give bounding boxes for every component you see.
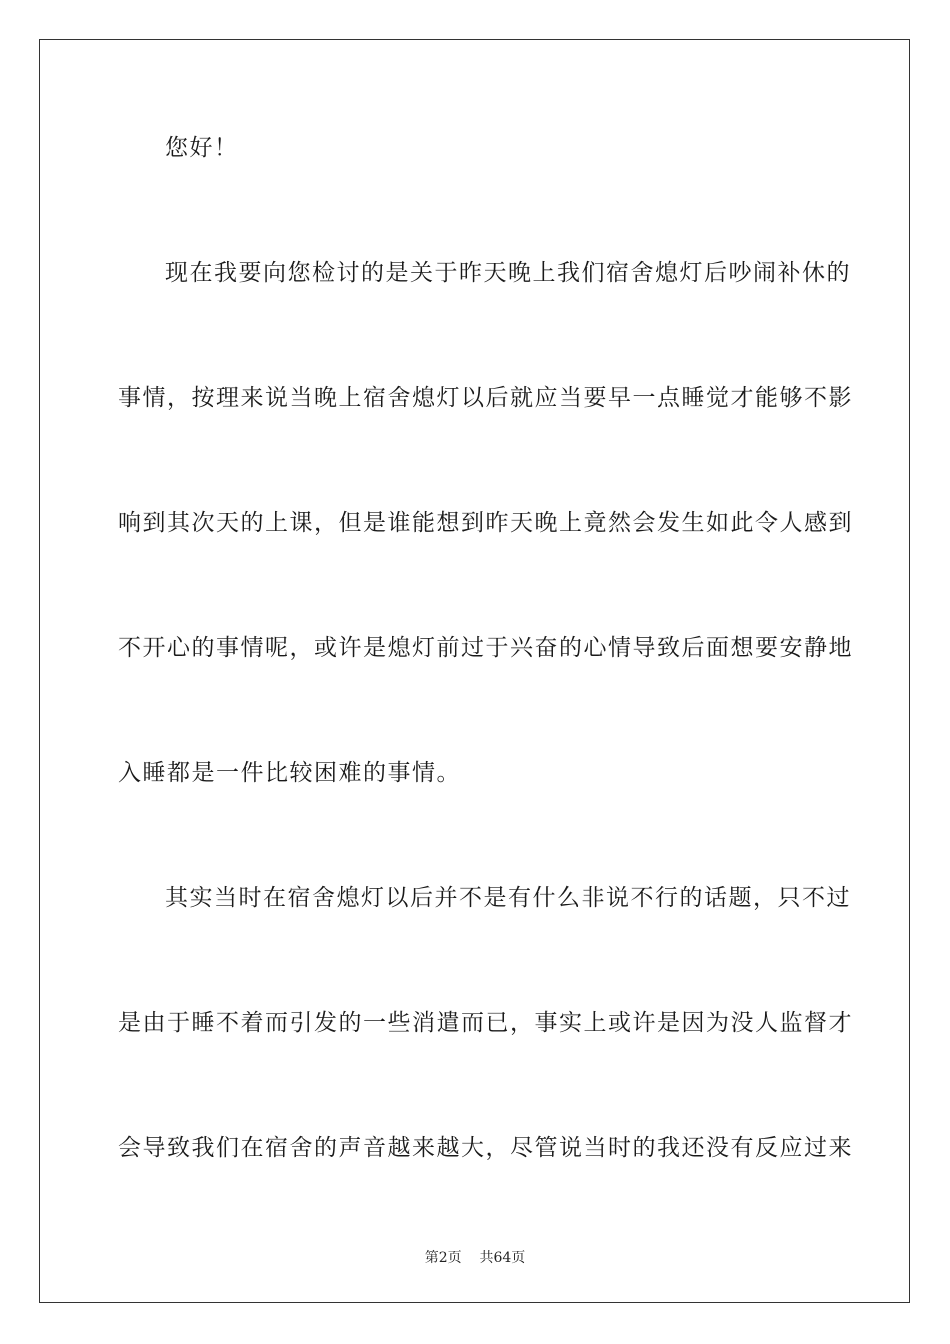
paragraph-line: 不开心的事情呢，或许是熄灯前过于兴奋的心情导致后面想要安静地 [118,635,853,661]
paragraph-line: 事情，按理来说当晚上宿舍熄灯以后就应当要早一点睡觉才能够不影 [118,385,853,411]
paragraph-line: 是由于睡不着而引发的一些消遣而已，事实上或许是因为没人监督才 [118,1010,853,1036]
paragraph-line: 现在我要向您检讨的是关于昨天晚上我们宿舍熄灯后吵闹补休的 [165,260,851,286]
greeting-line: 您好！ [165,135,239,161]
page-frame [39,39,910,1303]
paragraph-line: 会导致我们在宿舍的声音越来越大，尽管说当时的我还没有反应过来 [118,1135,853,1161]
paragraph-line: 入睡都是一件比较困难的事情。 [118,760,461,786]
page-number: 第2页 [424,1250,462,1266]
page-footer [0,1247,950,1267]
paragraph-line: 响到其次天的上课，但是谁能想到昨天晚上竟然会发生如此令人感到 [118,510,853,536]
paragraph-line: 其实当时在宿舍熄灯以后并不是有什么非说不行的话题，只不过 [165,885,851,911]
page-total: 共64页 [479,1250,526,1266]
